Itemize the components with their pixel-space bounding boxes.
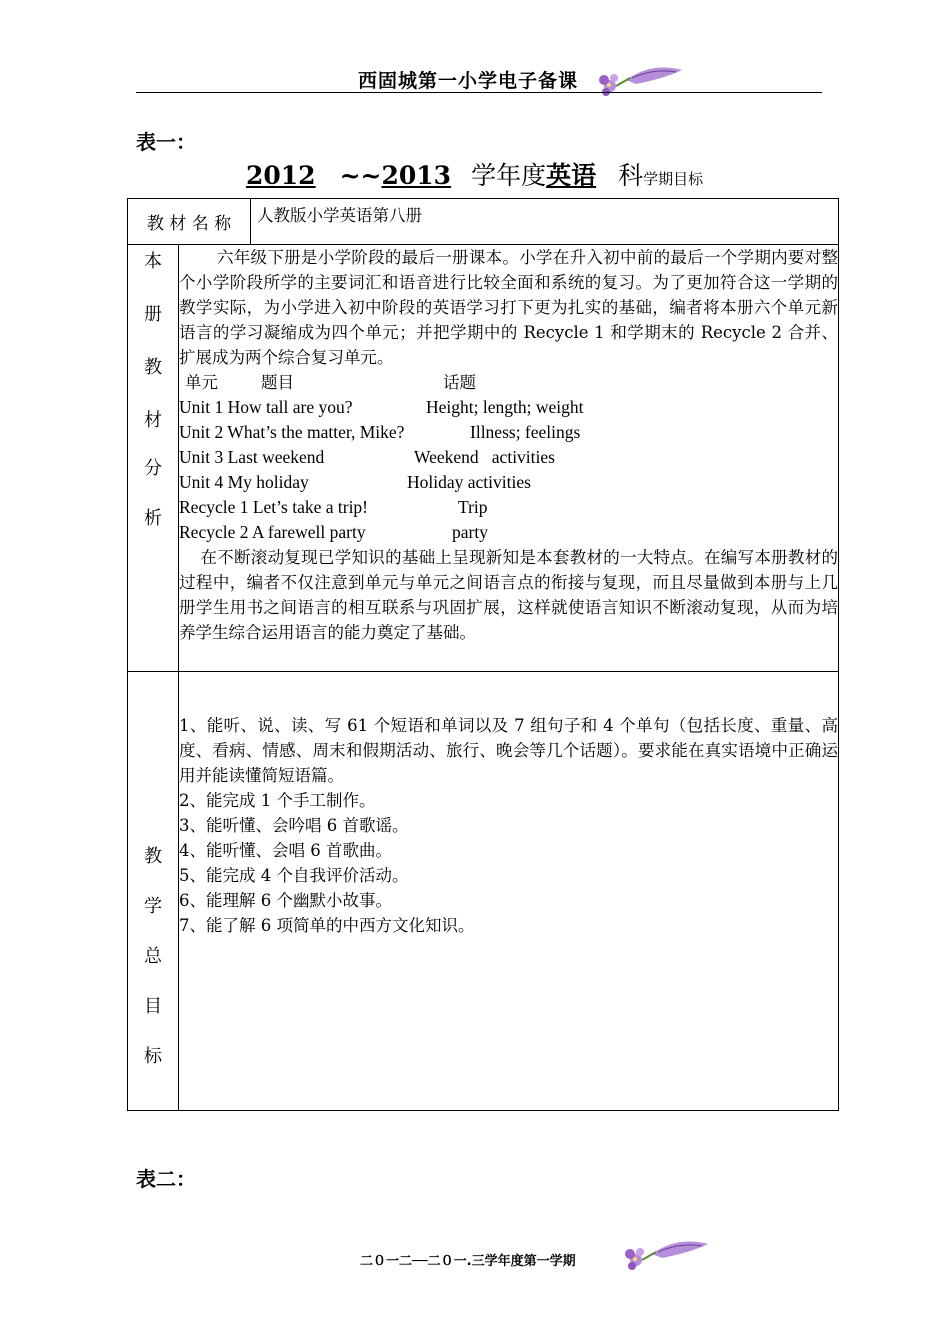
analysis-intro: 六年级下册是小学阶段的最后一册课本。小学在升入初中前的最后一个学期内要对整个小学阶段所学的主要词汇和语音进行比较全面和系统的复习。为了更加符合这一学期的教学实际，为小学进入初中阶段的英语学习打下更为扎实的基础，编者将本册六个单元新语言的学习凝缩成为四个单元；并把学期中的 Recycle 1 和学期末的 Recycle 2 合并、扩展成为两个综合复习单元。 xyxy=(179,248,838,367)
title-tilde: ~~ xyxy=(339,161,382,190)
table-row xyxy=(128,245,839,672)
title-year-end: 2013 xyxy=(381,161,452,190)
goal-item: 7、能了解 6 项简单的中西方文化知识。 xyxy=(179,916,475,935)
title-year-word: 学年度 xyxy=(471,161,547,190)
list-item: Recycle 2 A farewell party party xyxy=(179,522,488,542)
table-two-label: 表二： xyxy=(136,1167,196,1191)
title-subject-word: 科 xyxy=(618,161,644,190)
list-item: Unit 2 What’s the matter, Mike? Illness; feelings xyxy=(179,422,581,442)
teaching-goals-content xyxy=(179,672,839,1111)
list-item: Unit 3 Last weekend Weekend activities xyxy=(179,447,555,467)
goal-item: 1、能听、说、读、写 61 个短语和单词以及 7 组句子和 4 个单句（包括长度、重量、高度、看病、情感、周末和假期活动、旅行、晚会等几个话题）。要求能在真实语境中正确运用并能读懂简短语篇。 xyxy=(179,716,838,785)
textbook-name-value: 人教版小学英语第八册 xyxy=(251,199,839,245)
goal-item: 2、能完成 1 个手工制作。 xyxy=(179,791,376,810)
purple-flower-icon xyxy=(622,1230,712,1274)
list-item: Unit 4 My holiday Holiday activities xyxy=(179,472,531,492)
table-one-label: 表一： xyxy=(136,130,196,154)
units-header: 单元 题目 话题 xyxy=(185,373,476,392)
document-title xyxy=(240,156,703,192)
list-item: Unit 1 How tall are you? Height; length; weight xyxy=(179,397,584,417)
list-item: Recycle 1 Let’s take a trip! Trip xyxy=(179,497,488,517)
footer-text: 二０一二──二０一.三学年度第一学期 xyxy=(360,1254,576,1269)
table-row xyxy=(128,199,839,245)
header-rule xyxy=(136,92,822,93)
title-subject: 英语 xyxy=(546,161,597,190)
school-title: 西固城第一小学电子备课 xyxy=(358,70,579,92)
textbook-analysis-content xyxy=(179,245,839,672)
goal-item: 4、能听懂、会唱 6 首歌曲。 xyxy=(179,841,392,860)
goal-item: 6、能理解 6 个幽默小故事。 xyxy=(179,891,392,910)
goal-item: 3、能听懂、会吟唱 6 首歌谣。 xyxy=(179,816,409,835)
teaching-goals-label: 教 学 总 目 标 xyxy=(128,672,179,1111)
title-year-start: 2012 xyxy=(246,161,316,190)
textbook-name-label: 教 材 名 称 xyxy=(128,199,251,245)
table-row xyxy=(128,672,839,1111)
analysis-conclusion: 在不断滚动复现已学知识的基础上呈现新知是本套教材的一大特点。在编写本册教材的过程中，编者不仅注意到单元与单元之间语言点的衔接与复现，而且尽量做到本册与上几册学生用书之间语言的相互联系与巩固扩展，这样就使语言知识不断滚动复现，从而为培养学生综合运用语言的能力奠定了基础。 xyxy=(179,548,838,642)
goal-item: 5、能完成 4 个自我评价活动。 xyxy=(179,866,409,885)
title-suffix: 学期目标 xyxy=(643,170,704,188)
purple-flower-icon xyxy=(596,56,686,100)
semester-goals-table xyxy=(127,198,839,1111)
textbook-analysis-label: 本 册 教 材 分 析 xyxy=(128,245,179,672)
